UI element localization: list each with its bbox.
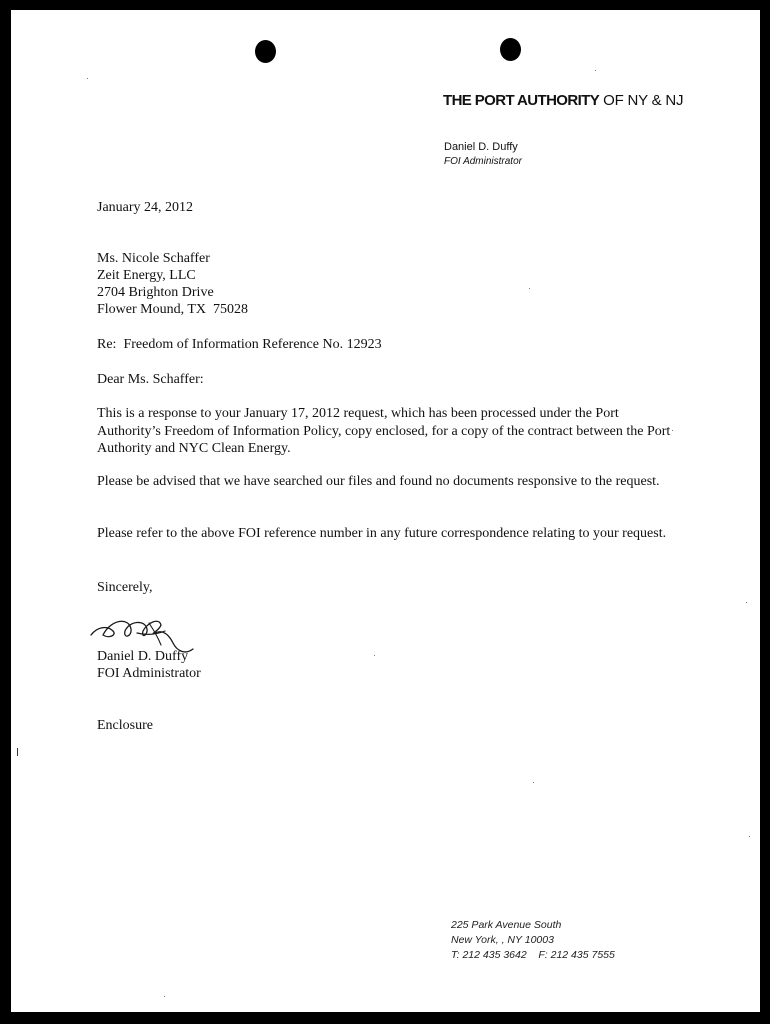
scan-speck bbox=[595, 70, 596, 71]
recipient-company: Zeit Energy, LLC bbox=[97, 268, 196, 283]
logo-regular-text: OF NY & NJ bbox=[599, 92, 684, 109]
scan-speck bbox=[672, 430, 673, 431]
scan-speck bbox=[164, 996, 165, 997]
recipient-city: Flower Mound, TX 75028 bbox=[97, 302, 249, 317]
recipient-street: 2704 Brighton Drive bbox=[97, 285, 214, 300]
scan-speck bbox=[87, 78, 88, 79]
body-paragraph-1: This is a response to your January 17, 2012 request, which has been processed under the Port Authority’s Freedom of Information Policy, copy enclosed, for a copy of the contract between the Port Authority and NYC Clean Energy. bbox=[97, 406, 671, 456]
body-paragraph-3: Please refer to the above FOI reference number in any future correspondence relating to your request. bbox=[97, 526, 667, 541]
scan-speck bbox=[374, 655, 375, 656]
recipient-name: Ms. Nicole Schaffer bbox=[97, 251, 210, 266]
scan-speck bbox=[749, 836, 750, 837]
punch-hole-right bbox=[500, 38, 521, 61]
subject-line: Re: Freedom of Information Reference No. 12923 bbox=[97, 337, 382, 352]
scan-speck bbox=[746, 602, 747, 603]
letter-page bbox=[11, 10, 760, 1012]
logo-bold-text: THE PORT AUTHORITY bbox=[443, 92, 600, 109]
signer-name: Daniel D. Duffy bbox=[97, 649, 189, 664]
punch-hole-left bbox=[255, 40, 276, 63]
footer-address-line-2: New York, , NY 10003 bbox=[451, 934, 554, 946]
scan-speck bbox=[17, 748, 18, 756]
sender-name: Daniel D. Duffy bbox=[444, 141, 518, 153]
body-paragraph-2: Please be advised that we have searched our files and found no documents responsive to the request. bbox=[97, 474, 660, 489]
footer-address-line-1: 225 Park Avenue South bbox=[451, 919, 562, 931]
footer-phone-fax: T: 212 435 3642 F: 212 435 7555 bbox=[451, 949, 615, 961]
scan-speck bbox=[533, 782, 534, 783]
letter-date: January 24, 2012 bbox=[97, 200, 194, 215]
letterhead-logo bbox=[443, 92, 683, 110]
signer-title: FOI Administrator bbox=[97, 666, 201, 681]
scan-speck bbox=[529, 288, 530, 289]
closing: Sincerely, bbox=[97, 580, 153, 595]
enclosure-note: Enclosure bbox=[97, 718, 153, 733]
sender-title: FOI Administrator bbox=[444, 156, 522, 167]
salutation: Dear Ms. Schaffer: bbox=[97, 372, 204, 387]
